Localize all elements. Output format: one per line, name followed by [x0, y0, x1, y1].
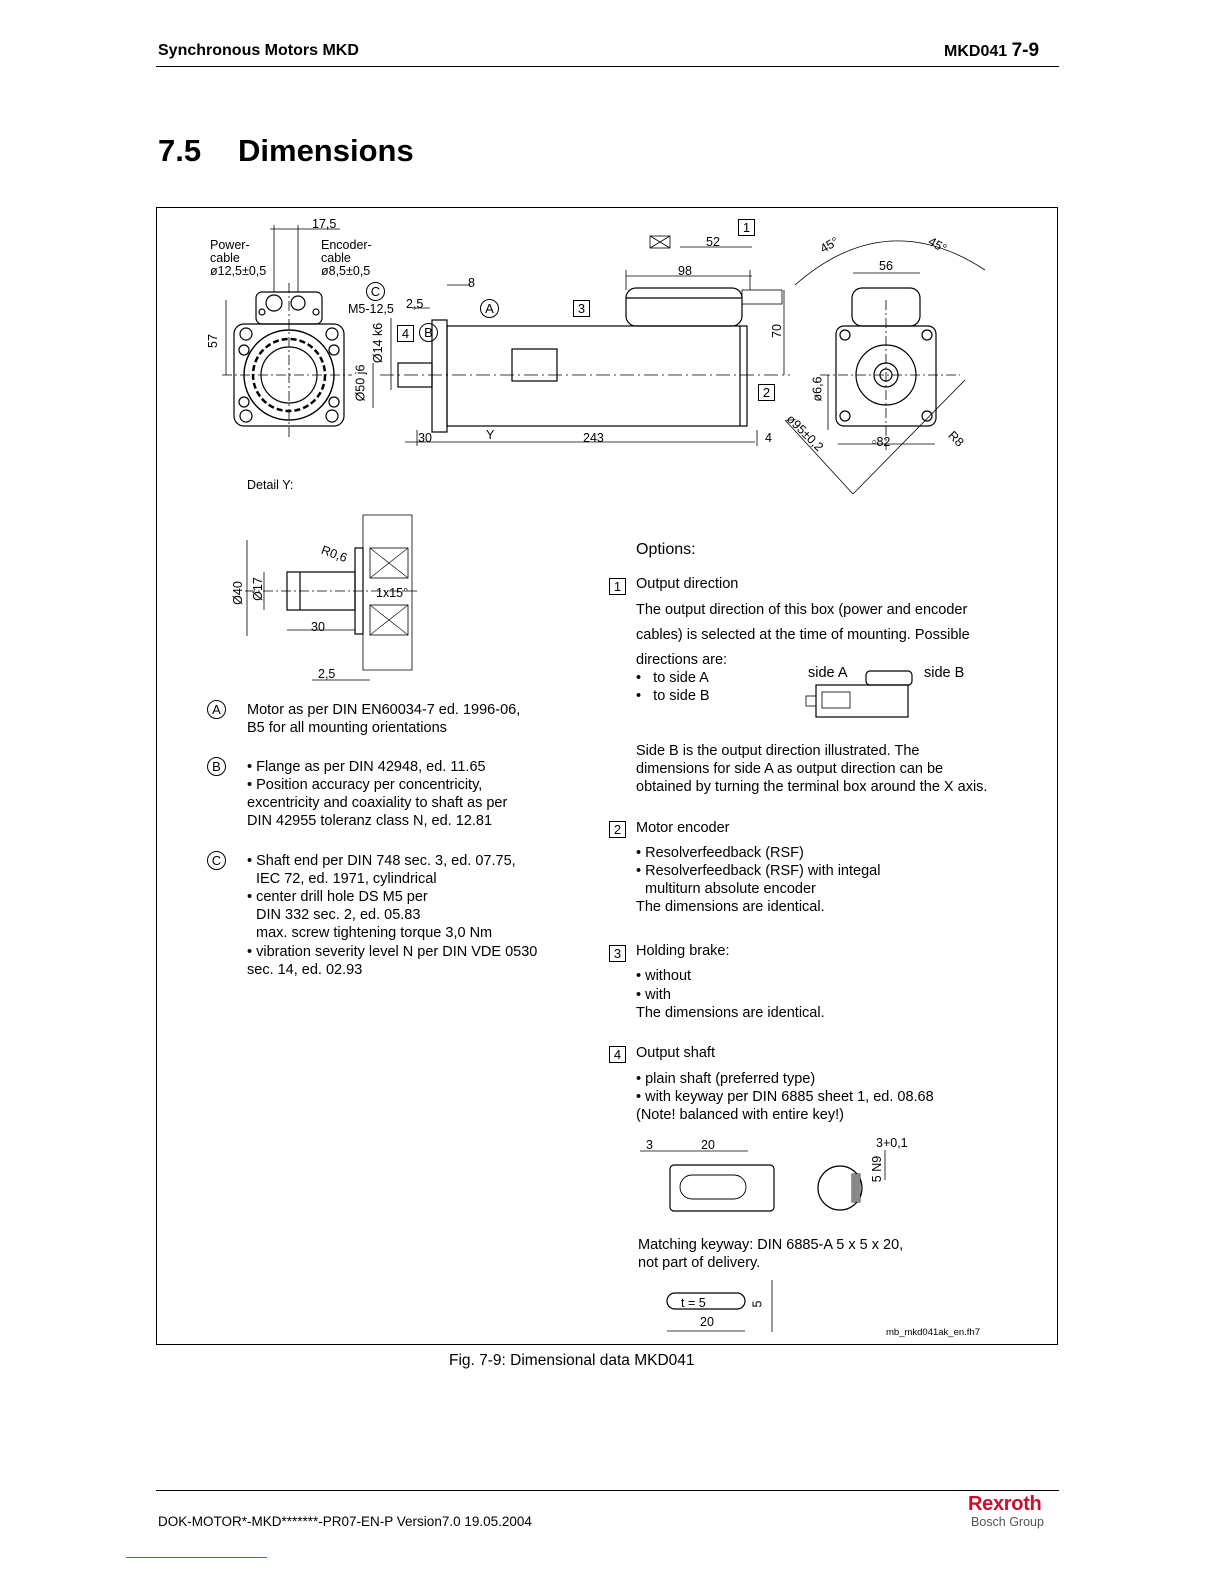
option-1-bullet-1-text: to side A	[653, 670, 709, 686]
section-heading: Dimensions	[238, 133, 414, 168]
keyway-dim-5n9: 5 N9	[870, 1155, 885, 1183]
option-2-line-4: The dimensions are identical.	[636, 899, 825, 915]
power-cable-circle	[266, 295, 282, 311]
note-c-line-6: • vibration severity level N per DIN VDE 0530	[247, 944, 538, 960]
label-y: Y	[486, 428, 495, 442]
detail-r06: R0,6	[319, 542, 350, 566]
option-1-para-1: Side B is the output direction illustrated. The	[636, 743, 920, 759]
section-number: 7.5	[158, 133, 202, 168]
label-power-1: Power-	[210, 238, 250, 252]
file-reference: mb_mkd041ak_en.fh7	[886, 1327, 981, 1338]
option-4-line-3: (Note! balanced with entire key!)	[636, 1107, 844, 1123]
marker-2-drawing: 2	[758, 384, 775, 401]
marker-a-drawing: A	[480, 299, 499, 318]
footer-rule	[156, 1490, 1059, 1491]
note-c-line-7: sec. 14, ed. 02.93	[247, 962, 363, 978]
dim-98: 98	[678, 264, 692, 278]
dim-2-5: 2,5	[406, 297, 424, 311]
label-side-b: side B	[924, 665, 965, 681]
marker-3-drawing: 3	[573, 300, 590, 317]
dim-d14: Ø14 k6	[371, 322, 386, 364]
side-terminal-box	[626, 288, 742, 326]
label-encoder-1: Encoder-	[321, 238, 372, 252]
note-b-line-1: • Flange as per DIN 42948, ed. 11.65	[247, 759, 486, 775]
dim-82-value: 82	[876, 435, 891, 449]
bottom-link-line	[126, 1557, 267, 1558]
option-3-title: Holding brake:	[636, 943, 730, 959]
detail-30: 30	[311, 620, 325, 634]
option-1-bullet-2-text: to side B	[653, 688, 710, 704]
note-c-line-5: max. screw tightening torque 3,0 Nm	[256, 925, 493, 941]
key-dim-5: 5	[750, 1300, 765, 1308]
dim-52: 52	[706, 235, 720, 249]
keyway-dim-20: 20	[701, 1138, 715, 1152]
detail-d40: Ø40	[230, 581, 245, 605]
keyway-dim-3-0-1: 3+0,1	[876, 1136, 908, 1150]
note-b-line-4: DIN 42955 toleranz class N, ed. 12.81	[247, 813, 493, 829]
dim-56: 56	[879, 259, 893, 273]
option-1-para-3: obtained by turning the terminal box around the X axis.	[636, 779, 988, 795]
marker-3-option: 3	[609, 945, 626, 962]
side-motor-body	[447, 326, 747, 426]
option-1-para-2: dimensions for side A as output direction can be	[636, 761, 944, 777]
option-2-line-3: multiturn absolute encoder	[645, 881, 816, 897]
marker-2-option: 2	[609, 821, 626, 838]
note-c-line-1: • Shaft end per DIN 748 sec. 3, ed. 07.75,	[247, 853, 516, 869]
note-b-line-3: excentricity and coaxiality to shaft as per	[247, 795, 508, 811]
dim-d6-6: ø6,6	[810, 376, 825, 402]
marker-b-note: B	[207, 757, 226, 776]
keyway-shaft	[670, 1165, 774, 1211]
option-1-line-1: The output direction of this box (power and encoder	[636, 602, 968, 618]
option-4-line-2: • with keyway per DIN 6885 sheet 1, ed. 08.68	[636, 1089, 934, 1105]
option-3-line-2: • with	[636, 987, 671, 1003]
detail-d17: Ø17	[250, 577, 265, 601]
dim-57: 57	[205, 334, 220, 348]
marker-b-drawing: B	[419, 323, 438, 342]
keyway-slot	[680, 1175, 746, 1199]
marker-4-drawing: 4	[397, 325, 414, 342]
header-page-number: 7-9	[1011, 40, 1040, 61]
dim-r8: R8	[945, 428, 967, 450]
marker-c-note: C	[207, 851, 226, 870]
dim-82: ▫82	[872, 435, 891, 449]
label-encoder-3: ø8,5±0,5	[321, 264, 371, 278]
side-nameplate	[512, 349, 557, 381]
encoder-cable-circle	[291, 296, 305, 310]
angle-45-left: 45°	[817, 234, 842, 256]
note-c-line-4: DIN 332 sec. 2, ed. 05.83	[256, 907, 421, 923]
note-b-line-2: • Position accuracy per concentricity,	[247, 777, 483, 793]
note-c-line-3: • center drill hole DS M5 per	[247, 889, 428, 905]
dim-d50: Ø50 j6	[353, 364, 368, 402]
dim-17-5: 17,5	[312, 217, 337, 231]
key-t5: t = 5	[681, 1296, 706, 1310]
marker-c-drawing: C	[366, 282, 385, 301]
figure-caption: Fig. 7-9: Dimensional data MKD041	[449, 1352, 695, 1369]
option-4-title: Output shaft	[636, 1045, 715, 1061]
dim-8: 8	[468, 276, 475, 290]
angle-45-right: 45°	[925, 234, 950, 256]
note-a-line-1: Motor as per DIN EN60034-7 ed. 1996-06,	[247, 702, 521, 718]
label-side-a: side A	[808, 665, 848, 681]
rexroth-logo: Rexroth	[968, 1493, 1042, 1515]
options-title: Options:	[636, 541, 696, 558]
option-1-bullet-2: • to side B	[636, 688, 710, 704]
marker-a-note: A	[207, 700, 226, 719]
option-2-line-2: • Resolverfeedback (RSF) with integal	[636, 863, 881, 879]
detail-title: Detail Y:	[247, 478, 294, 492]
header-model: MKD041	[944, 43, 1008, 60]
dim-70: 70	[769, 324, 784, 338]
option-1-title: Output direction	[636, 576, 739, 592]
detail-chamfer: 1x15°	[376, 586, 409, 600]
dim-m5: M5-12,5	[348, 302, 394, 316]
note-a-line-2: B5 for all mounting orientations	[247, 720, 447, 736]
option-4-matching-1: Matching keyway: DIN 6885-A 5 x 5 x 20,	[638, 1237, 904, 1253]
option-2-title: Motor encoder	[636, 820, 730, 836]
option-2-line-1: • Resolverfeedback (RSF)	[636, 845, 804, 861]
marker-1-option: 1	[609, 578, 626, 595]
note-c-line-2: IEC 72, ed. 1971, cylindrical	[256, 871, 437, 887]
marker-1-drawing: 1	[738, 219, 755, 236]
label-power-3: ø12,5±0,5	[210, 264, 267, 278]
dim-d95: ø95±0,2	[783, 411, 827, 455]
option-4-line-1: • plain shaft (preferred type)	[636, 1071, 816, 1087]
option-4-matching-2: not part of delivery.	[638, 1255, 761, 1271]
dim-30: 30	[418, 431, 432, 445]
option-1-bullet-1: • to side A	[636, 670, 709, 686]
option-1-line-2: cables) is selected at the time of mounting. Possible	[636, 627, 970, 643]
option-3-line-3: The dimensions are identical.	[636, 1005, 825, 1021]
option-3-line-1: • without	[636, 968, 692, 984]
keyway-dim-3: 3	[646, 1138, 653, 1152]
label-power-2: cable	[210, 251, 240, 265]
bosch-group-text: Bosch Group	[971, 1515, 1044, 1529]
dim-4: 4	[765, 431, 772, 445]
dim-243: 243	[583, 431, 604, 445]
option-1-line-3: directions are:	[636, 652, 728, 668]
marker-4-option: 4	[609, 1046, 626, 1063]
label-encoder-2: cable	[321, 251, 351, 265]
detail-2-5: 2,5	[318, 667, 336, 681]
key-outline	[667, 1293, 745, 1309]
footer-doc: DOK-MOTOR*-MKD*******-PR07-EN-P Version7.0 19.05.2004	[158, 1514, 532, 1529]
mini-terminal-box	[866, 671, 912, 685]
key-dim-20: 20	[700, 1315, 714, 1329]
header-title: Synchronous Motors MKD	[158, 42, 359, 59]
mini-motor-body	[816, 685, 908, 717]
